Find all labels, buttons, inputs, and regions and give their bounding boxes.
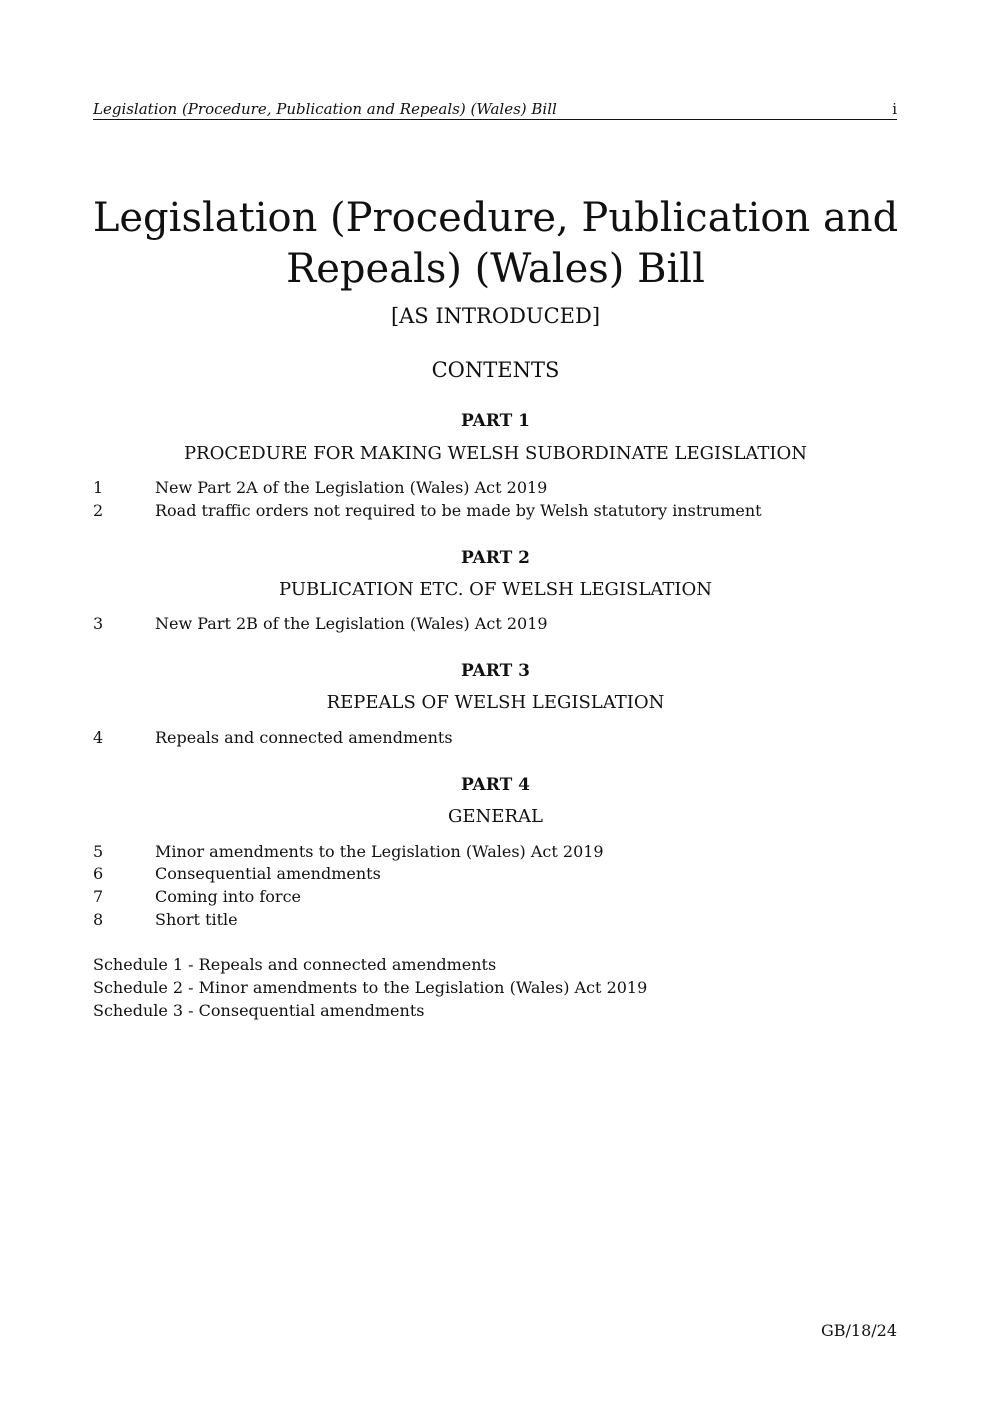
part-1-label: PART 1 [461, 411, 530, 431]
part-3-label: PART 3 [461, 661, 530, 681]
part-2-label: PART 2 [461, 548, 530, 568]
part-4-heading: GENERAL [448, 806, 543, 827]
schedule-entry[interactable]: Schedule 1 - Repeals and connected amendments [93, 955, 497, 974]
section-number: 4 [93, 728, 104, 747]
bill-status: [AS INTRODUCED] [390, 304, 601, 328]
bill-title-line-2: Repeals) (Wales) Bill [286, 246, 705, 292]
section-number: 5 [93, 842, 104, 861]
section-number: 6 [93, 864, 104, 883]
section-number: 8 [93, 910, 104, 929]
section-number: 2 [93, 501, 104, 520]
section-title: New Part 2A of the Legislation (Wales) Act 2019 [155, 478, 548, 497]
running-head [93, 100, 897, 120]
part-4-label: PART 4 [461, 775, 530, 795]
running-head-title: Legislation (Procedure, Publication and Repeals) (Wales) Bill [93, 100, 557, 118]
section-title: Consequential amendments [155, 864, 381, 883]
section-title: Short title [155, 910, 238, 929]
section-title: Coming into force [155, 887, 301, 906]
section-number: 3 [93, 614, 104, 633]
section-title: Road traffic orders not required to be made by Welsh statutory instrument [155, 501, 762, 520]
bill-title-line-1: Legislation (Procedure, Publication and [92, 195, 899, 241]
schedule-entry[interactable]: Schedule 2 - Minor amendments to the Legislation (Wales) Act 2019 [93, 978, 648, 997]
section-title: Minor amendments to the Legislation (Wales) Act 2019 [155, 842, 604, 861]
section-title: New Part 2B of the Legislation (Wales) Act 2019 [155, 614, 548, 633]
page-folio: i [892, 100, 897, 118]
part-3-heading: REPEALS OF WELSH LEGISLATION [326, 692, 665, 713]
section-number: 7 [93, 887, 104, 906]
section-title: Repeals and connected amendments [155, 728, 453, 747]
contents-heading: CONTENTS [431, 358, 560, 382]
part-1-heading: PROCEDURE FOR MAKING WELSH SUBORDINATE LEGISLATION [183, 443, 808, 464]
section-number: 1 [93, 478, 104, 497]
document-reference: GB/18/24 [820, 1321, 897, 1340]
bill-title [0, 193, 991, 295]
schedule-entry[interactable]: Schedule 3 - Consequential amendments [93, 1001, 425, 1020]
part-2-heading: PUBLICATION ETC. OF WELSH LEGISLATION [279, 579, 712, 600]
